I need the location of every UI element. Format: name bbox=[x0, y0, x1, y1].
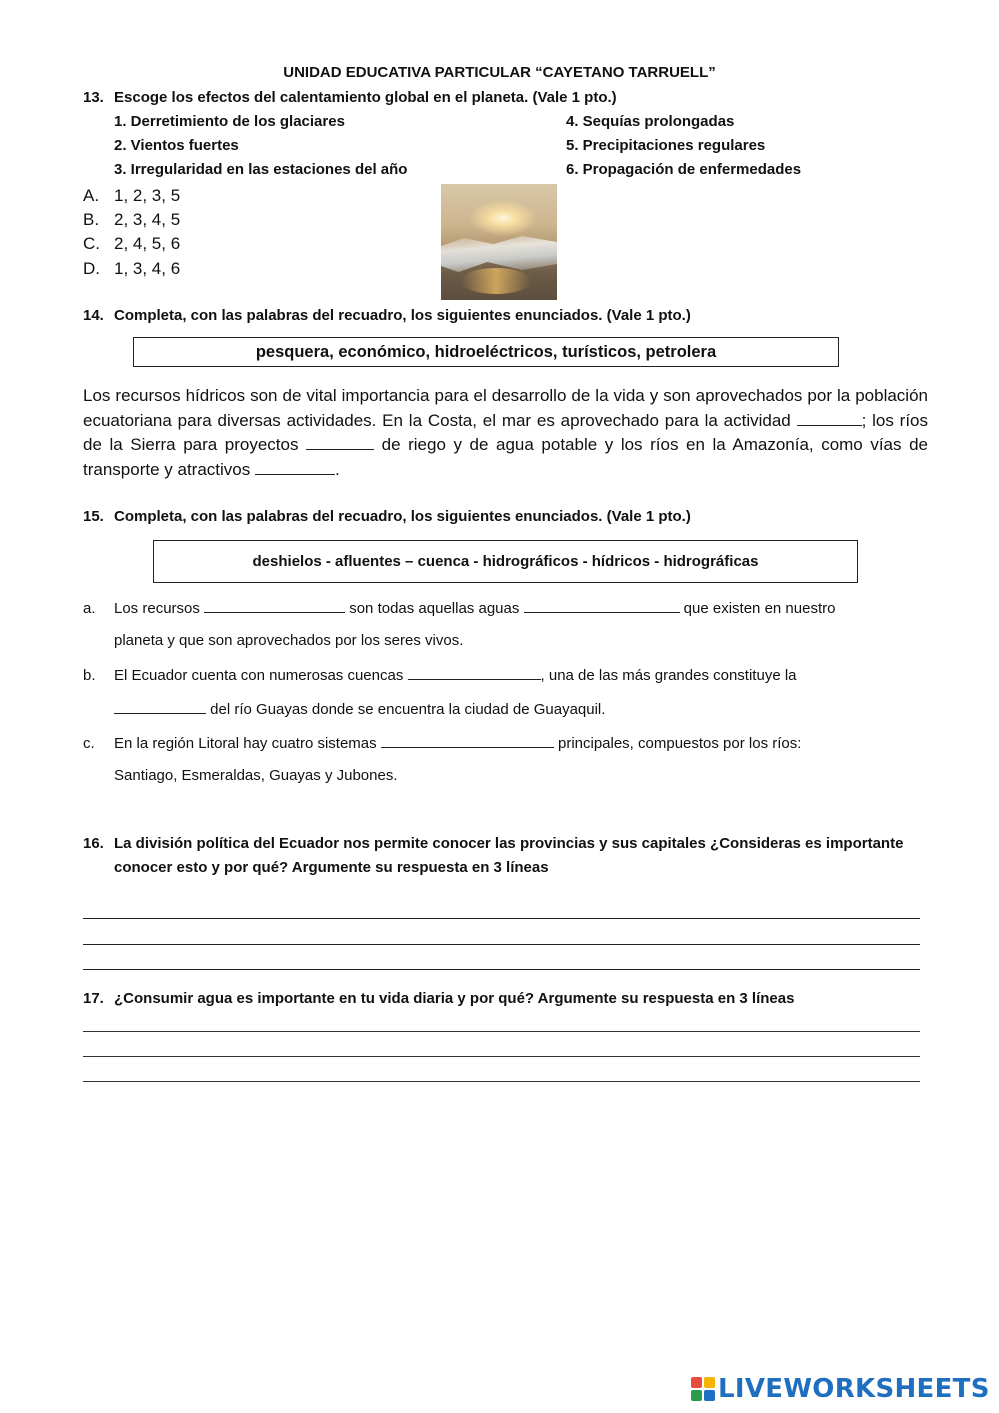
blank-a1[interactable] bbox=[204, 598, 345, 613]
question-17-heading bbox=[83, 990, 794, 1007]
blank-b1[interactable] bbox=[408, 665, 541, 680]
item-text: son todas aquellas aguas bbox=[345, 600, 524, 617]
item-text: En la región Litoral hay cuatro sistemas bbox=[114, 735, 381, 752]
question-number: 16. bbox=[83, 835, 104, 852]
item-c-continued: Santiago, Esmeraldas, Guayas y Jubones. bbox=[114, 767, 398, 784]
liveworksheets-brand: LIVEWORKSHEETS bbox=[718, 1374, 990, 1404]
item-text: del río Guayas donde se encuentra la ciudad de Guayaquil. bbox=[206, 701, 606, 718]
icon-square-blue bbox=[704, 1390, 715, 1401]
question-number: 14. bbox=[83, 307, 104, 324]
question-number: 15. bbox=[83, 508, 104, 525]
effect-item-4: 4. Sequías prolongadas bbox=[566, 113, 735, 130]
item-letter: c. bbox=[83, 735, 95, 752]
answer-line-17-3[interactable] bbox=[83, 1081, 920, 1082]
blank-c1[interactable] bbox=[381, 733, 554, 748]
blank-b2[interactable] bbox=[114, 699, 206, 714]
blank-atractivos[interactable] bbox=[255, 460, 335, 475]
option-text: 1, 3, 4, 6 bbox=[114, 259, 181, 278]
icon-square-green bbox=[691, 1390, 702, 1401]
item-b bbox=[83, 665, 797, 684]
question-number: 17. bbox=[83, 990, 104, 1007]
answer-line-17-2[interactable] bbox=[83, 1056, 920, 1057]
word-box-15: deshielos - afluentes – cuenca - hidrográficos - hídricos - hidrográficas bbox=[153, 540, 858, 583]
question-13-heading bbox=[83, 89, 617, 106]
option-d[interactable] bbox=[83, 259, 180, 279]
option-a[interactable] bbox=[83, 186, 180, 206]
option-letter: A. bbox=[83, 186, 100, 205]
answer-line-16-1[interactable] bbox=[83, 918, 920, 919]
item-a bbox=[83, 598, 835, 617]
paragraph-text: ; los ríos de la Sierra para proyectos bbox=[83, 410, 928, 454]
item-letter: b. bbox=[83, 667, 96, 684]
blank-actividad[interactable] bbox=[797, 411, 862, 426]
question-text: Escoge los efectos del calentamiento global en el planeta. (Vale 1 pto.) bbox=[114, 89, 617, 106]
question-16-continued: conocer esto y por qué? Argumente su respuesta en 3 líneas bbox=[114, 859, 549, 876]
option-text: 1, 2, 3, 5 bbox=[114, 186, 181, 205]
school-title: UNIDAD EDUCATIVA PARTICULAR “CAYETANO TARRUELL” bbox=[283, 64, 716, 81]
effect-item-1: 1. Derretimiento de los glaciares bbox=[114, 113, 345, 130]
item-text: que existen en nuestro bbox=[679, 600, 836, 617]
question-16-heading bbox=[83, 835, 903, 852]
question-14-heading bbox=[83, 307, 691, 324]
answer-line-16-2[interactable] bbox=[83, 944, 920, 945]
liveworksheets-logo bbox=[691, 1372, 990, 1406]
question-text: Completa, con las palabras del recuadro, los siguientes enunciados. (Vale 1 pto.) bbox=[114, 508, 691, 525]
option-letter: C. bbox=[83, 234, 100, 253]
option-text: 2, 4, 5, 6 bbox=[114, 234, 181, 253]
icon-square-yellow bbox=[704, 1377, 715, 1388]
item-text: Los recursos bbox=[114, 600, 205, 617]
question-text: ¿Consumir agua es importante en tu vida diaria y por qué? Argumente su respuesta en 3 líneas bbox=[114, 990, 795, 1007]
answer-line-17-1[interactable] bbox=[83, 1031, 920, 1032]
blank-a2[interactable] bbox=[524, 598, 680, 613]
question-15-heading bbox=[83, 508, 691, 525]
sun-reflection bbox=[461, 268, 531, 294]
item-text: El Ecuador cuenta con numerosas cuencas bbox=[114, 667, 408, 684]
item-c bbox=[83, 733, 801, 752]
option-b[interactable] bbox=[83, 210, 180, 230]
blank-proyectos[interactable] bbox=[306, 435, 374, 450]
paragraph-14 bbox=[83, 384, 928, 482]
option-letter: B. bbox=[83, 210, 100, 229]
effect-item-6: 6. Propagación de enfermedades bbox=[566, 161, 802, 178]
effect-item-5: 5. Precipitaciones regulares bbox=[566, 137, 766, 154]
question-number: 13. bbox=[83, 89, 104, 106]
question-text: Completa, con las palabras del recuadro, los siguientes enunciados. (Vale 1 pto.) bbox=[114, 307, 691, 324]
item-letter: a. bbox=[83, 600, 96, 617]
option-letter: D. bbox=[83, 259, 100, 278]
question-text: La división política del Ecuador nos permite conocer las provincias y sus capitales ¿Consideras es importante bbox=[114, 835, 904, 852]
item-text: , una de las más grandes constituye la bbox=[540, 667, 797, 684]
word-box-14: pesquera, económico, hidroeléctricos, turísticos, petrolera bbox=[133, 337, 839, 367]
paragraph-text: . bbox=[334, 459, 340, 479]
effect-item-3: 3. Irregularidad en las estaciones del año bbox=[114, 161, 408, 178]
option-c[interactable] bbox=[83, 234, 180, 254]
liveworksheets-icon bbox=[691, 1377, 715, 1401]
paragraph-text: de riego y de agua potable y los ríos en la Amazonía, como vías de transporte y atractivos bbox=[83, 435, 928, 479]
answer-line-16-3[interactable] bbox=[83, 969, 920, 970]
melting-ice-photo bbox=[441, 184, 557, 300]
item-b-continued bbox=[114, 699, 605, 718]
paragraph-text: Los recursos hídricos son de vital importancia para el desarrollo de la vida y son aprovechados por la población ecuatoriana para diversas actividades. En la Costa, el mar es aprovechado para la actividad bbox=[83, 386, 928, 430]
effect-item-2: 2. Vientos fuertes bbox=[114, 137, 239, 154]
icon-square-red bbox=[691, 1377, 702, 1388]
item-a-continued: planeta y que son aprovechados por los seres vivos. bbox=[114, 632, 464, 649]
option-text: 2, 3, 4, 5 bbox=[114, 210, 181, 229]
item-text: principales, compuestos por los ríos: bbox=[553, 735, 802, 752]
